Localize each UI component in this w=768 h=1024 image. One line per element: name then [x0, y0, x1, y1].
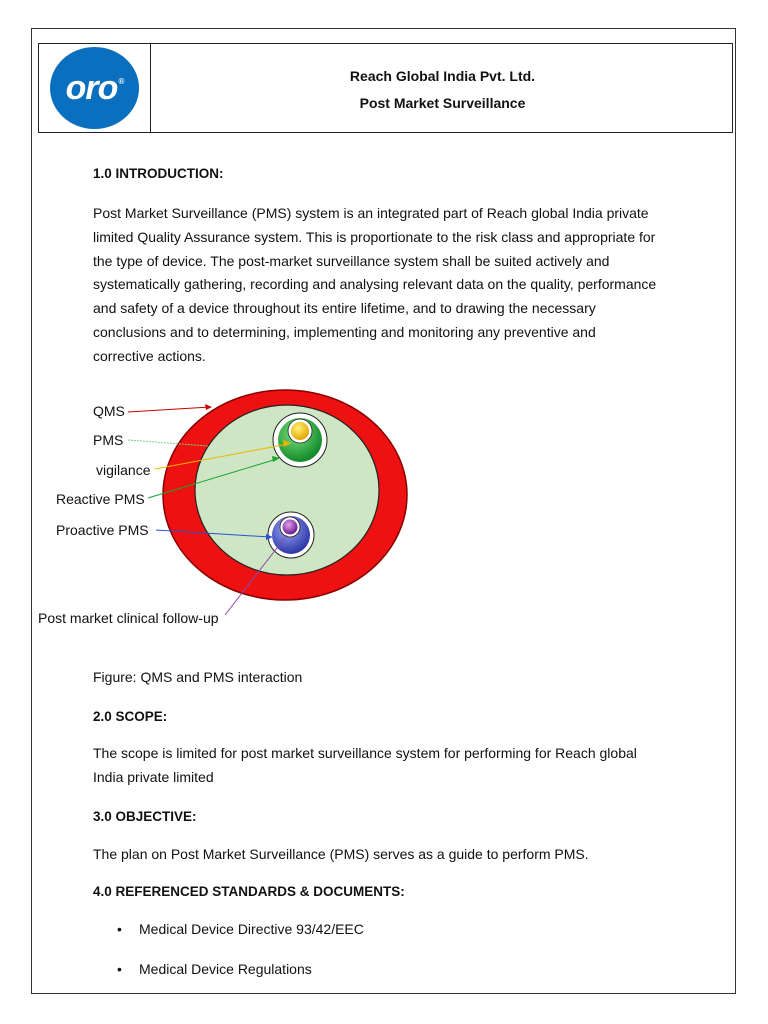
intro-line: systematically gathering, recording and analysing relevant data on the quality, performance — [93, 276, 657, 293]
scope-line: India private limited — [93, 768, 214, 785]
figure-caption: Figure: QMS and PMS interaction — [93, 669, 303, 685]
intro-line: limited Quality Assurance system. This is proportionate to the risk class and appropriate for — [93, 228, 656, 245]
qms-label: QMS — [93, 403, 125, 419]
logo-cell — [39, 44, 151, 132]
reactive-pms-label: Reactive PMS — [56, 491, 145, 507]
pms-label: PMS — [93, 432, 124, 448]
intro-paragraph — [93, 202, 693, 369]
qms-pms-diagram — [0, 380, 768, 640]
logo-text: oro — [65, 68, 118, 107]
bullet-icon: • — [117, 921, 122, 937]
intro-line: corrective actions. — [93, 347, 206, 364]
references-heading: 4.0 REFERENCED STANDARDS & DOCUMENTS: — [93, 884, 405, 899]
reference-item: Medical Device Directive 93/42/EEC — [139, 921, 364, 937]
intro-line: Post Market Surveillance (PMS) system is an integrated part of Reach global India private — [93, 205, 649, 221]
reference-item: Medical Device Regulations — [139, 961, 312, 977]
vigilance-label: vigilance — [96, 462, 151, 478]
company-name: Reach Global India Pvt. Ltd. — [349, 68, 536, 84]
intro-line: and safety of a device throughout its entire lifetime, and to drawing the necessary — [93, 300, 596, 317]
scope-paragraph — [93, 742, 693, 790]
qms-arrowhead — [205, 404, 212, 410]
document-header — [38, 43, 733, 133]
document-title: Post Market Surveillance — [359, 95, 526, 111]
vigilance-circle — [291, 422, 309, 440]
intro-line: conclusions and to determining, implementing and monitoring any preventive and — [93, 323, 596, 340]
scope-line: The scope is limited for post market surveillance system for performing for Reach global — [93, 745, 637, 761]
pmcf-circle — [283, 520, 298, 535]
company-logo — [50, 47, 139, 129]
intro-line: the type of device. The post-market surveillance system shall be suited actively and — [93, 252, 610, 269]
bullet-icon: • — [117, 961, 122, 977]
scope-heading: 2.0 SCOPE: — [93, 709, 168, 724]
objective-heading: 3.0 OBJECTIVE: — [93, 809, 197, 824]
intro-heading: 1.0 INTRODUCTION: — [93, 166, 224, 181]
registered-mark: ® — [118, 76, 124, 86]
proactive-pms-label: Proactive PMS — [56, 522, 149, 538]
qms-arrow — [128, 407, 210, 412]
pmcf-label: Post market clinical follow-up — [38, 610, 219, 626]
objective-text: The plan on Post Market Surveillance (PMS) serves as a guide to perform PMS. — [93, 846, 589, 862]
